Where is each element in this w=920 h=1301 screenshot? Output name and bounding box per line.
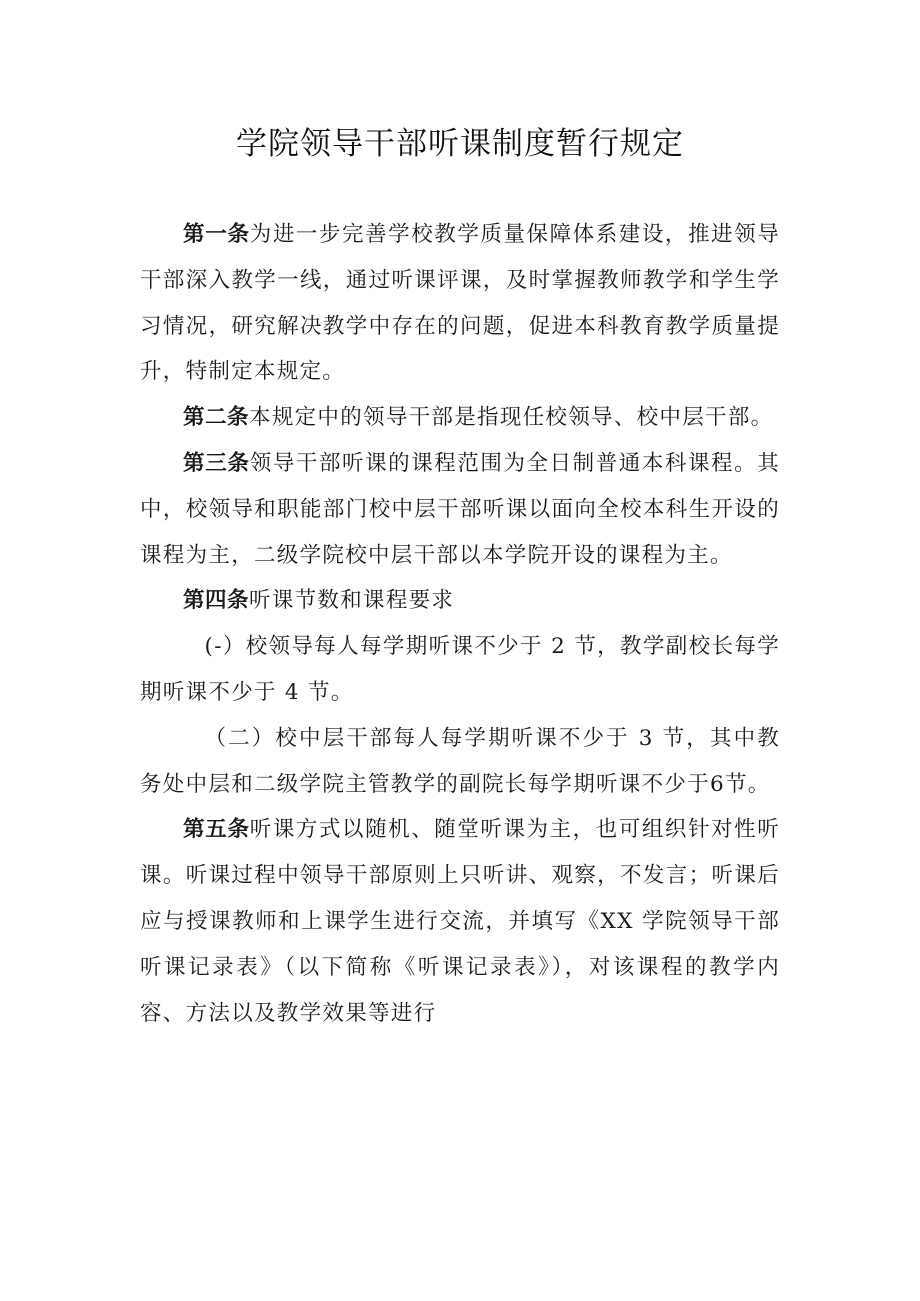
article-5-text: 听课方式以随机、随堂听课为主，也可组织针对性听课。听课过程中领导干部原则上只听讲、观察，不发言；听课后应与授课教师和上课学生进行交流，并填写《XX 学院领导干部听课记录表》（以下简称《听课记录表》），对该课程的教学内容、方法以及教学效果等进行 [140,817,780,1026]
article-4-item-1-text: (-）校领导每人每学期听课不少于 2 节，教学副校长每学期听课不少于 4 节。 [140,634,780,705]
article-4 [140,578,780,624]
article-1-label: 第一条 [183,222,250,247]
article-4-text: 听课节数和课程要求 [249,588,455,614]
article-1 [140,212,780,395]
article-1-text: 为进一步完善学校教学质量保障体系建设，推进领导干部深入教学一线，通过听课评课，及时掌握教师教学和学生学习情况，研究解决教学中存在的问题，促进本科教育教学质量提升，特制定本规定。 [140,222,780,385]
article-3-text: 领导干部听课的课程范围为全日制普通本科课程。其中，校领导和职能部门校中层干部听课以面向全校本科生开设的课程为主，二级学院校中层干部以本学院开设的课程为主。 [140,450,780,568]
article-5-label: 第五条 [183,817,250,843]
article-2 [140,395,780,441]
article-2-label: 第二条 [183,405,250,431]
article-2-text: 本规定中的领导干部是指现任校领导、校中层干部。 [249,405,774,431]
article-3-label: 第三条 [183,450,250,476]
article-4-item-1 [140,624,780,716]
article-3 [140,441,780,578]
article-4-item-2-text: （二）校中层干部每人每学期听课不少于 3 节，其中教务处中层和二级学院主管教学的副院长每学期听课不少于6节。 [140,725,780,797]
article-4-item-2 [140,716,780,808]
article-4-label: 第四条 [183,588,250,614]
document-body [140,212,780,1036]
document-title: 学院领导干部听课制度暂行规定 [236,126,684,162]
article-5 [140,807,780,1036]
